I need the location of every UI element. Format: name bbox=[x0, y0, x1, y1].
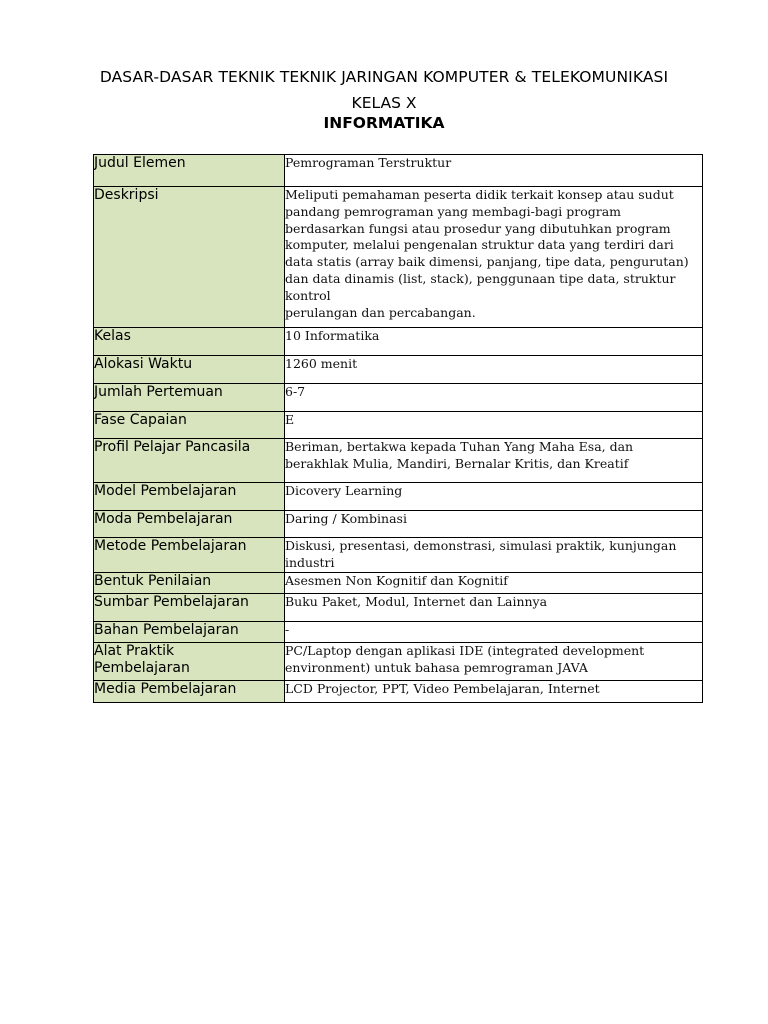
row-value bbox=[285, 643, 703, 681]
row-value-line: Buku Paket, Modul, Internet dan Lainnya bbox=[285, 594, 548, 609]
row-value-line: industri bbox=[285, 554, 335, 570]
row-label bbox=[94, 328, 285, 356]
row-value-line: 6-7 bbox=[285, 384, 306, 399]
row-value-line: komputer, melalui pengenalan struktur data yang terdiri dari bbox=[285, 237, 674, 253]
row-value bbox=[285, 681, 703, 703]
row-value-line: Daring / Kombinasi bbox=[285, 511, 407, 526]
row-label bbox=[94, 412, 285, 439]
row-label-text: Bahan Pembelajaran bbox=[94, 622, 239, 638]
document-title: DASAR-DASAR TEKNIK TEKNIK JARINGAN KOMPUTER & TELEKOMUNIKASI bbox=[99, 68, 669, 86]
row-label bbox=[94, 573, 285, 594]
row-value-line: Dicovery Learning bbox=[285, 483, 403, 498]
row-value bbox=[285, 573, 703, 594]
row-value-line: berakhlak Mulia, Mandiri, Bernalar Kritis, dan Kreatif bbox=[285, 455, 629, 471]
row-value-line: PC/Laptop dengan aplikasi IDE (integrated development bbox=[285, 643, 645, 658]
table-row bbox=[94, 328, 703, 356]
table-row bbox=[94, 594, 703, 622]
row-label bbox=[94, 681, 285, 703]
row-label-text: Pembelajaran bbox=[94, 660, 190, 676]
row-label bbox=[94, 483, 285, 511]
row-label bbox=[94, 384, 285, 412]
row-value bbox=[285, 594, 703, 622]
table-row bbox=[94, 439, 703, 483]
row-label-text: Alokasi Waktu bbox=[94, 356, 193, 372]
row-value bbox=[285, 187, 703, 328]
row-value bbox=[285, 155, 703, 187]
row-value-line: perulangan dan percabangan. bbox=[285, 304, 476, 320]
row-label bbox=[94, 643, 285, 681]
row-label bbox=[94, 187, 285, 328]
table-row bbox=[94, 384, 703, 412]
table-row bbox=[94, 187, 703, 328]
row-value-line: LCD Projector, PPT, Video Pembelajaran, Internet bbox=[285, 681, 600, 696]
row-label-text: Fase Capaian bbox=[94, 412, 187, 428]
row-value-line: Meliputi pemahaman peserta didik terkait konsep atau sudut bbox=[285, 187, 674, 202]
table-row bbox=[94, 538, 703, 573]
row-value-line: 10 Informatika bbox=[285, 328, 380, 343]
table-row bbox=[94, 511, 703, 538]
row-value-line: data statis (array baik dimensi, panjang, tipe data, pengurutan) bbox=[285, 254, 689, 270]
row-label bbox=[94, 356, 285, 384]
row-value-line: 1260 menit bbox=[285, 356, 358, 371]
row-label bbox=[94, 511, 285, 538]
row-label-text: Sumbar Pembelajaran bbox=[94, 594, 249, 610]
row-value bbox=[285, 538, 703, 573]
row-value-line: E bbox=[285, 412, 295, 427]
row-value-line: pandang pemrograman yang membagi-bagi program bbox=[285, 203, 622, 219]
row-label-text: Model Pembelajaran bbox=[94, 483, 237, 499]
row-value-line: Diskusi, presentasi, demonstrasi, simulasi praktik, kunjungan bbox=[285, 538, 677, 553]
row-value bbox=[285, 412, 703, 439]
table-row bbox=[94, 412, 703, 439]
row-value bbox=[285, 511, 703, 538]
row-value-line: - bbox=[285, 622, 290, 637]
row-label-text: Judul Elemen bbox=[94, 155, 186, 171]
row-label bbox=[94, 439, 285, 483]
row-label-text: Bentuk Penilaian bbox=[94, 573, 212, 589]
row-value-line: Asesmen Non Kognitif dan Kognitif bbox=[285, 573, 508, 588]
table-row bbox=[94, 483, 703, 511]
row-label bbox=[94, 538, 285, 573]
row-label-text: Profil Pelajar Pancasila bbox=[94, 439, 251, 455]
row-label-text: Kelas bbox=[94, 328, 131, 344]
row-label-text: Deskripsi bbox=[94, 187, 159, 203]
table-row bbox=[94, 622, 703, 643]
subject-heading: INFORMATIKA bbox=[323, 114, 445, 132]
row-value bbox=[285, 384, 703, 412]
lesson-info-table bbox=[93, 154, 703, 703]
row-value-line: berdasarkan fungsi atau prosedur yang dibutuhkan program bbox=[285, 220, 671, 236]
row-value bbox=[285, 483, 703, 511]
table-row bbox=[94, 155, 703, 187]
row-label bbox=[94, 155, 285, 187]
table-row bbox=[94, 573, 703, 594]
class-heading: KELAS X bbox=[351, 94, 417, 112]
row-label-text: Alat Praktik bbox=[94, 643, 175, 659]
row-value-line: dan data dinamis (list, stack), penggunaan tipe data, struktur bbox=[285, 270, 676, 286]
row-label bbox=[94, 594, 285, 622]
row-value bbox=[285, 622, 703, 643]
table-row bbox=[94, 681, 703, 703]
table-row bbox=[94, 356, 703, 384]
row-value-line: kontrol bbox=[285, 287, 331, 303]
table-row bbox=[94, 643, 703, 681]
row-label-text: Media Pembelajaran bbox=[94, 681, 237, 697]
row-label bbox=[94, 622, 285, 643]
row-label-text: Metode Pembelajaran bbox=[94, 538, 247, 554]
row-value bbox=[285, 328, 703, 356]
row-label-text: Jumlah Pertemuan bbox=[94, 384, 223, 400]
row-label-text: Moda Pembelajaran bbox=[94, 511, 233, 527]
row-value-line: environment) untuk bahasa pemrograman JAVA bbox=[285, 659, 588, 675]
row-value bbox=[285, 439, 703, 483]
row-value-line: Pemrograman Terstruktur bbox=[285, 155, 452, 170]
row-value bbox=[285, 356, 703, 384]
row-value-line: Beriman, bertakwa kepada Tuhan Yang Maha Esa, dan bbox=[285, 439, 634, 454]
